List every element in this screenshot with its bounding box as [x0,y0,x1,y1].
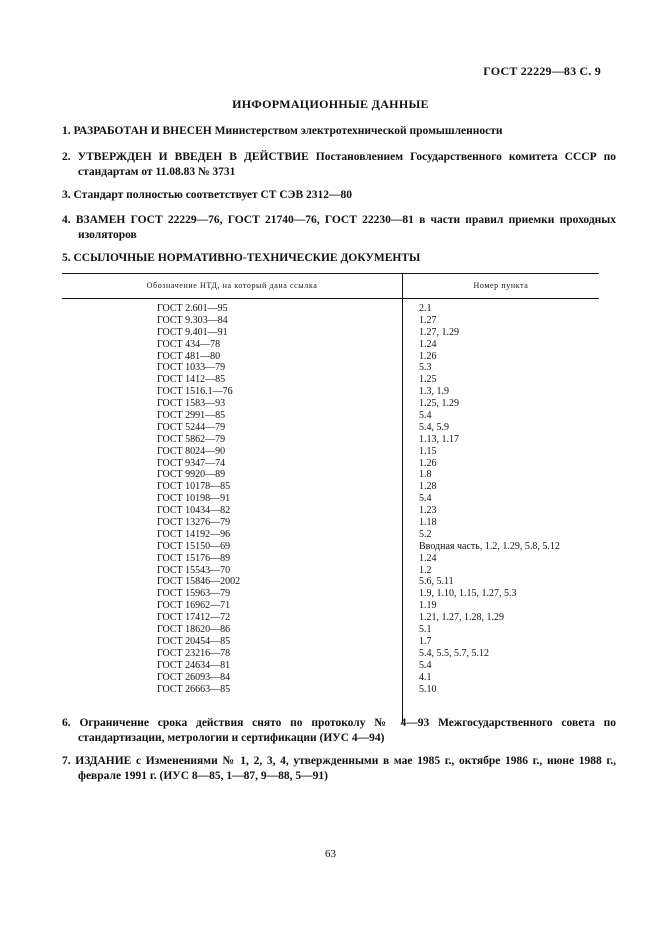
document-header-code: ГОСТ 22229—83 С. 9 [483,64,601,78]
table-cell-document: ГОСТ 10178—85 [157,481,231,493]
item-text: с Изменениями № 1, 2, 3, 4, утвержденными в мае 1985 г., октябре 1986 г., июне 1988 г., феврале 1991 г. (ИУС 8—85, 1—87, 9—88, 5—91) [78,755,617,782]
table-header [62,273,599,299]
table-cell-clause: 5.10 [419,683,437,695]
table-cell-document: ГОСТ 10434—82 [157,505,231,517]
table-cell-clause: 5.3 [419,362,432,374]
table-cell-document: ГОСТ 9347—74 [157,457,226,469]
info-item-4 [62,213,616,243]
table-cell-document: ГОСТ 1412—85 [157,374,226,386]
table-cell-document: ГОСТ 15846—2002 [157,576,241,588]
table-cell-document: ГОСТ 5862—79 [157,433,226,445]
table-cell-document: ГОСТ 2.601—95 [157,303,228,314]
table-cell-clause: 1.3, 1.9 [419,386,449,398]
info-item-7 [62,754,616,784]
item-text: Министерством электротехнической промышленности [214,125,503,137]
info-item-5 [62,251,616,266]
table-cell-document: ГОСТ 17412—72 [157,612,231,624]
item-label: ВЗАМЕН ГОСТ 22229—76, ГОСТ 21740—76, ГОСТ 22230—81 [75,214,414,226]
table-cell-document: ГОСТ 10198—91 [157,493,231,505]
table-cell-clause: 1.25 [419,374,437,386]
table-cell-document: ГОСТ 18620—86 [157,624,231,636]
page-number: 63 [325,848,336,860]
table-cell-document: ГОСТ 15150—69 [157,540,231,552]
table-cell-clause: 1.26 [419,457,437,469]
info-item-6 [62,716,616,746]
item-number: 6. [62,717,71,729]
item-number: 4. [62,214,71,226]
table-cell-clause: 5.4 [419,659,432,671]
item-text: в части правил приемки проходных изоляторов [78,214,617,241]
table-cell-clause: 1.2 [419,564,432,576]
item-text: Стандарт полностью соответствует СТ СЭВ 2312—80 [73,189,353,201]
item-number: 7. [62,755,71,767]
table-cell-clause: 1.15 [419,445,437,457]
table-cell-document: ГОСТ 24634—81 [157,659,231,671]
table-cell-document: ГОСТ 15176—89 [157,552,231,564]
table-cell-document: ГОСТ 16962—71 [157,600,231,612]
item-number: 5. [62,252,71,264]
document-column [157,303,240,695]
table-cell-document: ГОСТ 8024—90 [157,445,226,457]
column-header-clause: Номер пункта [473,281,529,290]
item-number: 2. [62,151,71,163]
table-cell-clause: 2.1 [419,303,432,314]
item-label: ССЫЛОЧНЫЕ НОРМАТИВНО-ТЕХНИЧЕСКИЕ ДОКУМЕНТЫ [73,252,421,264]
item-text: Постановлением Государственного комитета СССР по стандартам от 11.08.83 № 3731 [78,151,617,178]
item-number: 3. [62,189,71,201]
table-cell-clause: 1.18 [419,517,437,529]
table-cell-clause: 1.26 [419,350,437,362]
table-cell-clause: 4.1 [419,671,432,683]
table-cell-document: ГОСТ 26663—85 [157,683,231,695]
table-cell-document: ГОСТ 481—80 [157,350,221,362]
table-body [62,299,599,725]
table-cell-clause: 1.7 [419,635,432,647]
table-cell-document: ГОСТ 9.401—91 [157,326,228,338]
table-cell-clause: 1.28 [419,481,437,493]
table-cell-clause: Вводная часть, 1.2, 1.29, 5.8, 5.12 [419,540,560,552]
table-cell-clause: 1.27 [419,314,437,326]
column-divider [402,299,403,723]
item-number: 1. [62,125,71,137]
table-cell-clause: 5.6, 5.11 [419,576,454,588]
table-cell-clause: 1.21, 1.27, 1.28, 1.29 [419,612,504,624]
reference-documents-table [62,273,599,725]
table-cell-clause: 5.4 [419,493,432,505]
table-cell-document: ГОСТ 15963—79 [157,588,231,600]
table-cell-document: ГОСТ 2991—85 [157,410,226,422]
table-cell-clause: 1.24 [419,552,437,564]
table-cell-clause: 1.19 [419,600,437,612]
table-cell-document: ГОСТ 1033—79 [157,362,226,374]
info-item-1 [62,124,616,139]
table-cell-document: ГОСТ 9920—89 [157,469,226,481]
item-label: ИЗДАНИЕ [75,755,132,767]
table-cell-document: ГОСТ 434—78 [157,338,221,350]
table-cell-document: ГОСТ 14192—96 [157,528,231,540]
table-cell-document: ГОСТ 5244—79 [157,421,226,433]
info-item-3 [62,188,616,203]
table-cell-clause: 1.9, 1.10, 1.15, 1.27, 5.3 [419,588,517,600]
table-cell-clause: 5.4, 5.9 [419,421,449,433]
clause-column [419,303,560,695]
table-cell-document: ГОСТ 1583—93 [157,398,226,410]
item-label: УТВЕРЖДЕН И ВВЕДЕН В ДЕЙСТВИЕ [77,151,309,163]
table-cell-clause: 1.25, 1.29 [419,398,459,410]
item-label: РАЗРАБОТАН И ВНЕСЕН [73,125,212,137]
column-header-document: Обозначение НТД, на который дана ссылка [62,274,403,298]
table-cell-document: ГОСТ 23216—78 [157,647,231,659]
table-cell-clause: 5.1 [419,624,432,636]
table-cell-clause: 1.27, 1.29 [419,326,459,338]
table-cell-clause: 5.4, 5.5, 5.7, 5.12 [419,647,489,659]
section-title: ИНФОРМАЦИОННЫЕ ДАННЫЕ [232,97,429,111]
table-cell-clause: 5.4 [419,410,432,422]
table-cell-clause: 1.23 [419,505,437,517]
table-cell-clause: 5.2 [419,528,432,540]
info-item-2 [62,150,616,180]
table-cell-clause: 1.13, 1.17 [419,433,459,445]
table-cell-document: ГОСТ 26093—84 [157,671,231,683]
table-cell-document: ГОСТ 1516.1—76 [157,386,233,398]
table-cell-document: ГОСТ 9.303—84 [157,314,228,326]
table-cell-document: ГОСТ 15543—70 [157,564,231,576]
item-text: Ограничение срока действия снято по протоколу № 4—93 Межгосударственного совета по стандартизации, метрологии и сертификации (ИУС 4—94) [78,717,617,744]
table-cell-document: ГОСТ 13276—79 [157,517,231,529]
table-cell-clause: 1.24 [419,338,437,350]
table-cell-clause: 1.8 [419,469,432,481]
table-cell-document: ГОСТ 20454—85 [157,635,231,647]
